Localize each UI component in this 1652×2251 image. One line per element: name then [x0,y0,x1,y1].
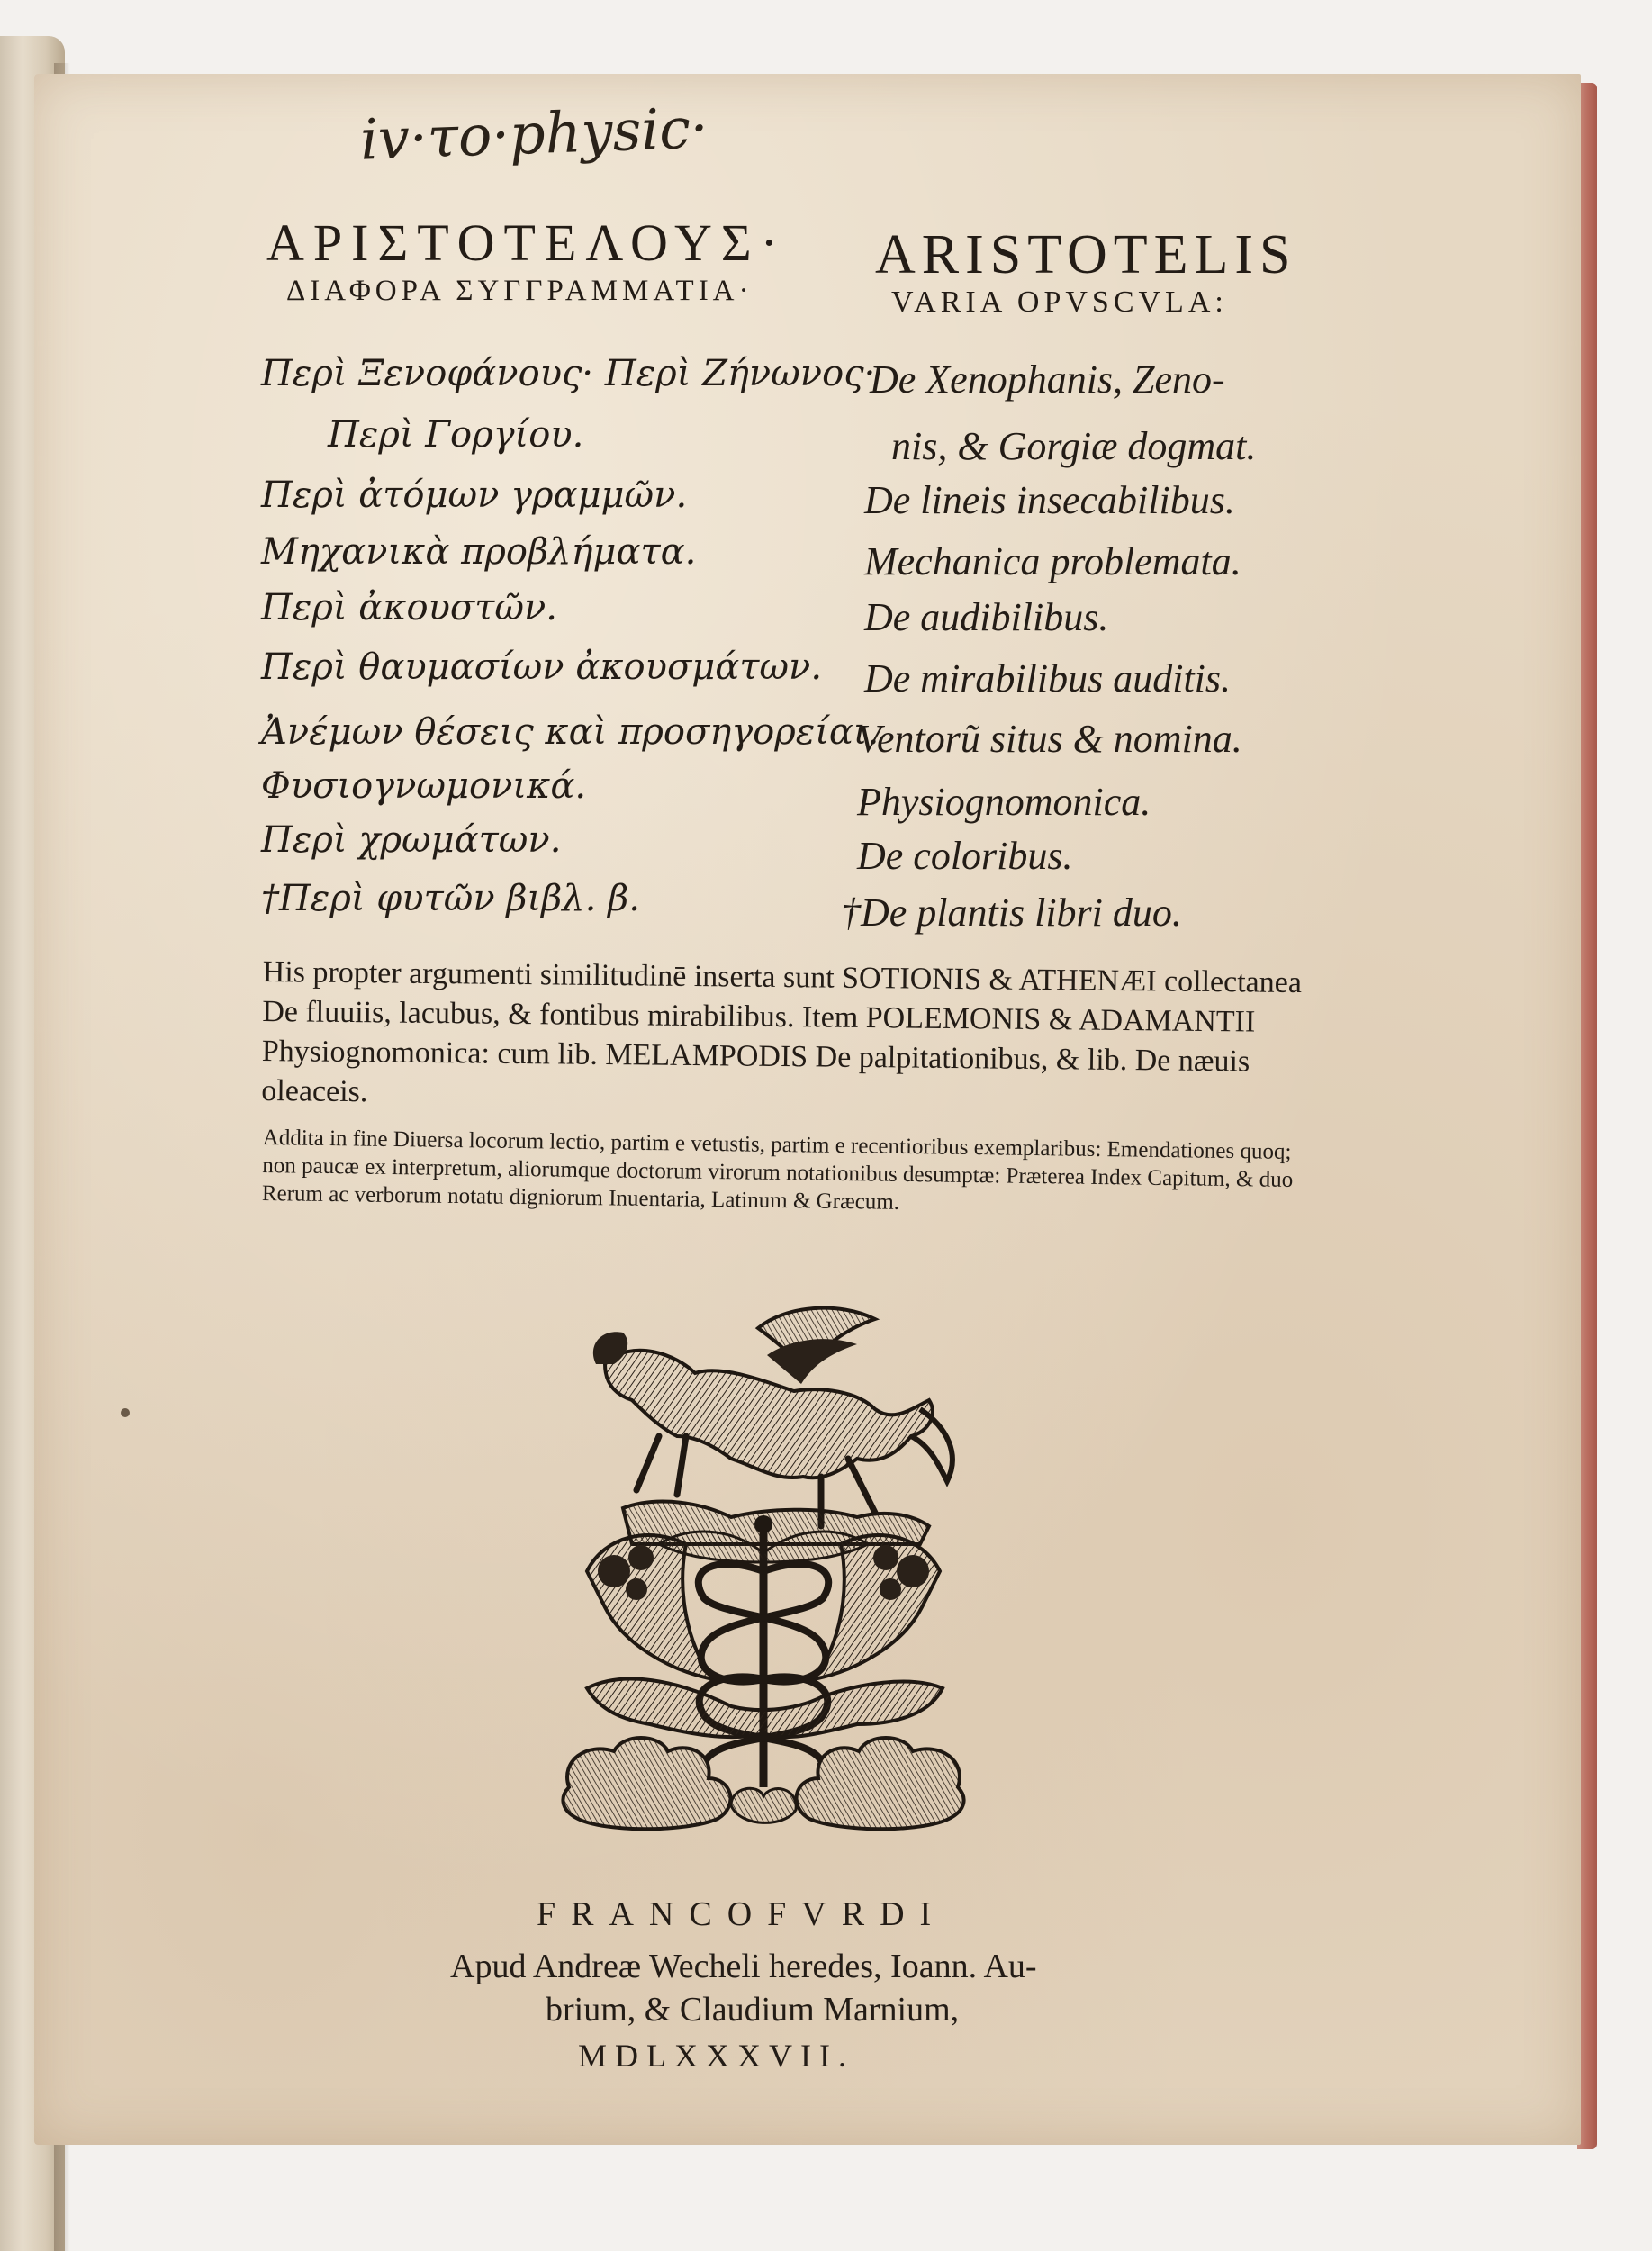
greek-title: ΑΡΙΣΤΟΤΕΛΟΥΣ· [266,213,787,272]
greek-entry: Περὶ θαυμασίων ἀκουσμάτων. [261,646,823,688]
imprint-publisher-line1: Apud Andreæ Wecheli heredes, Ioann. Au- [450,1948,1037,1985]
latin-entry: De mirabilibus auditis. [864,656,1232,701]
imprint-place: FRANCOFVRDI [537,1895,947,1933]
imprint-publisher-line2: brium, & Claudium Marnium, [546,1991,960,2029]
latin-entry: Ventorũ situs & nomina. [857,717,1242,761]
greek-entry: †Περὶ φυτῶν βιβλ. β. [261,878,640,919]
greek-entry: Μηχανικὰ προβλήματα. [261,531,697,573]
greek-subtitle: ΔΙΑΦΟΡΑ ΣΥΓΓΡΑΜΜΑΤΙΑ· [286,275,754,307]
latin-subtitle: VARIA OPVSCVLA: [891,285,1228,319]
latin-entry: nis, & Gorgiæ dogmat. [891,424,1257,468]
greek-entry: Περὶ Ξενοφάνους· Περὶ Ζήνωνος· [261,353,876,394]
greek-entry: Περὶ χρωμάτων. [261,819,562,861]
latin-entry: Mechanica problemata. [864,539,1241,583]
pegasus-caduceus-woodcut-icon [551,1301,976,1843]
latin-title: ARISTOTELIS [875,224,1297,285]
greek-entry: Ἀνέμων θέσεις καὶ προσηγορείαι. [261,711,880,753]
latin-entry: De lineis insecabilibus. [864,478,1235,522]
greek-entry: Περὶ ἀκουστῶν. [261,587,557,628]
description-paragraph: His propter argumenti similitudinē inserta sunt SOTIONIS & ATHENÆI collectanea De fluuiis, lacubus, & fontibus mirabilibus. Item POLEMONIS & ADAMANTII Physiognomonica: cum lib. MELAMPODIS De palpitationibus, & lib. De næuis oleaceis. [261,954,1303,1109]
greek-entry: Περὶ ἀτόμων γραμμῶν. [261,475,688,516]
greek-entry: Περὶ Γοργίου. [328,414,584,456]
latin-entry: De Xenophanis, Zeno- [870,357,1225,402]
handwritten-inscription: iv·το·physic· [358,95,709,173]
pegasus-icon [593,1308,952,1526]
imprint-year: MDLXXXVII. [578,2038,854,2074]
latin-entry: †De plantis libri duo. [841,890,1182,935]
latin-entry: Physiognomonica. [857,780,1151,824]
latin-entry: De coloribus. [857,834,1073,878]
paper-spot [121,1408,130,1417]
latin-entry: De audibilibus. [864,595,1109,639]
addita-paragraph: Addita in fine Diuersa locorum lectio, partim e vetustis, partim e recentioribus exemplaribus: Emendationes quoq; non paucæ ex interpretum, aliorumque doctorum virorum notationibus desumptæ: Præterea Index Capitum, & duo Rerum ac verborum notatu digniorum Inuentaria, Latinum & Græcum. [261,1125,1294,1215]
greek-entry: Φυσιογνωμονικά. [261,765,587,807]
